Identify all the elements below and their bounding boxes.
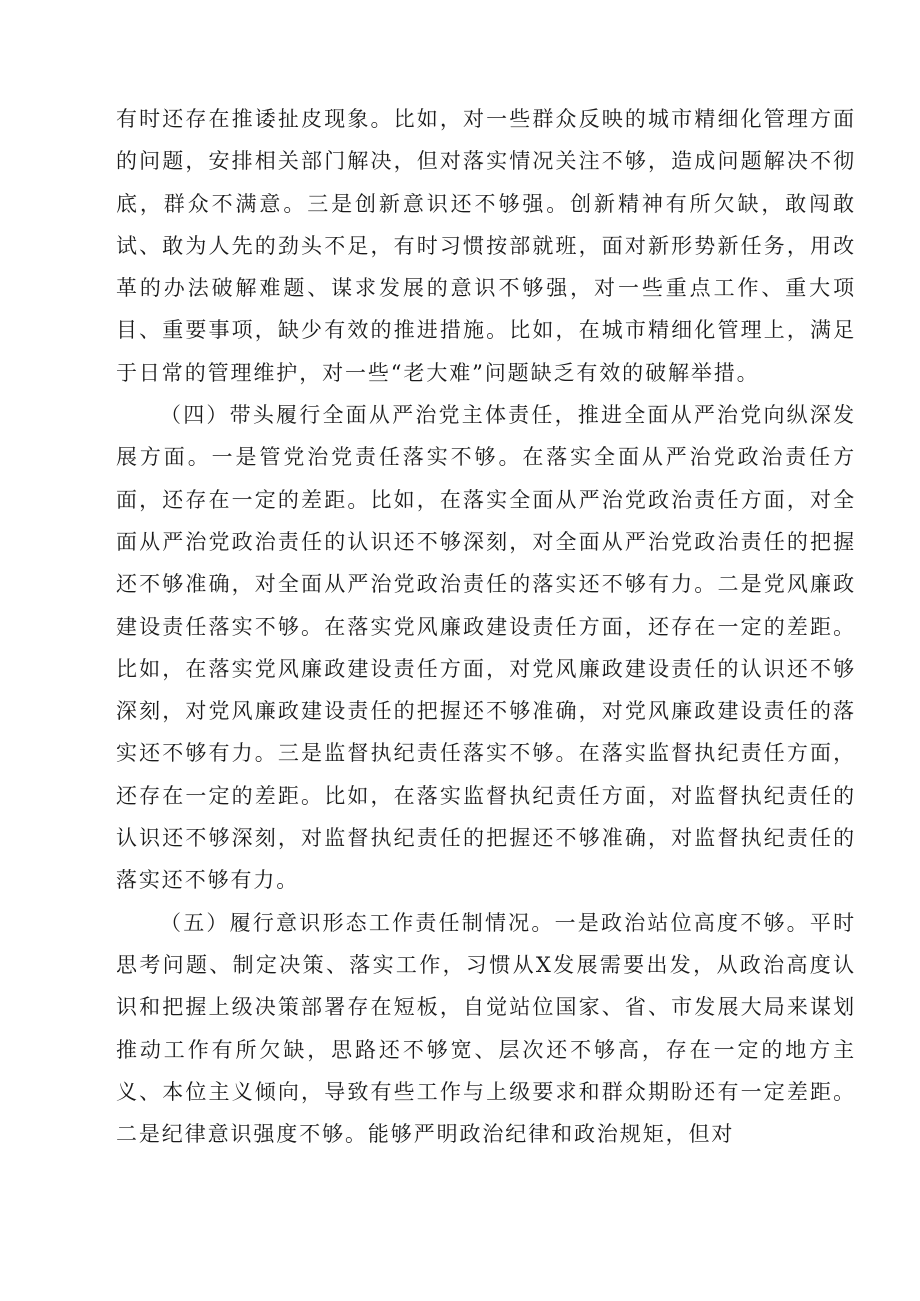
paragraph-continuation: 有时还存在推诿扯皮现象。比如，对一些群众反映的城市精细化管理方面的问题，安排相关部门解决，但对落实情况关注不够，造成问题解决不彻底，群众不满意。三是创新意识还不够强。创新精神有所欠缺，敢闯敢试、敢为人先的劲头不足，有时习惯按部就班，面对新形势新任务，用改革的办法破解难题、谋求发展的意识不够强，对一些重点工作、重大项目、重要事项，缺少有效的推进措施。比如，在城市精细化管理上，满足于日常的管理维护，对一些“老大难”问题缺乏有效的破解举措。 xyxy=(116,107,856,385)
paragraph-section-four: （四）带头履行全面从严治党主体责任，推进全面从严治党向纵深发展方面。一是管党治党责任落实不够。在落实全面从严治党政治责任方面，还存在一定的差距。比如，在落实全面从严治党政治责任方面，对全面从严治党政治责任的认识还不够深刻，对全面从严治党政治责任的把握还不够准确，对全面从严治党政治责任的落实还不够有力。二是党风廉政建设责任落实不够。在落实党风廉政建设责任方面，还存在一定的差距。比如，在落实党风廉政建设责任方面，对党风廉政建设责任的认识还不够深刻，对党风廉政建设责任的把握还不够准确，对党风廉政建设责任的落实还不够有力。三是监督执纪责任落实不够。在落实监督执纪责任方面，还存在一定的差距。比如，在落实监督执纪责任方面，对监督执纪责任的认识还不够深刻，对监督执纪责任的把握还不够准确，对监督执纪责任的落实还不够有力。 xyxy=(116,403,856,893)
document-body xyxy=(116,98,856,1155)
paragraph-section-five: （五）履行意识形态工作责任制情况。一是政治站位高度不够。平时思考问题、制定决策、落实工作，习惯从X发展需要出发，从政治高度认识和把握上级决策部署存在短板，自觉站位国家、省、市发展大局来谋划推动工作有所欠缺，思路还不够宽、层次还不够高，存在一定的地方主义、本位主义倾向，导致有些工作与上级要求和群众期盼还有一定差距。二是纪律意识强度不够。能够严明政治纪律和政治规矩，但对 xyxy=(116,910,856,1147)
